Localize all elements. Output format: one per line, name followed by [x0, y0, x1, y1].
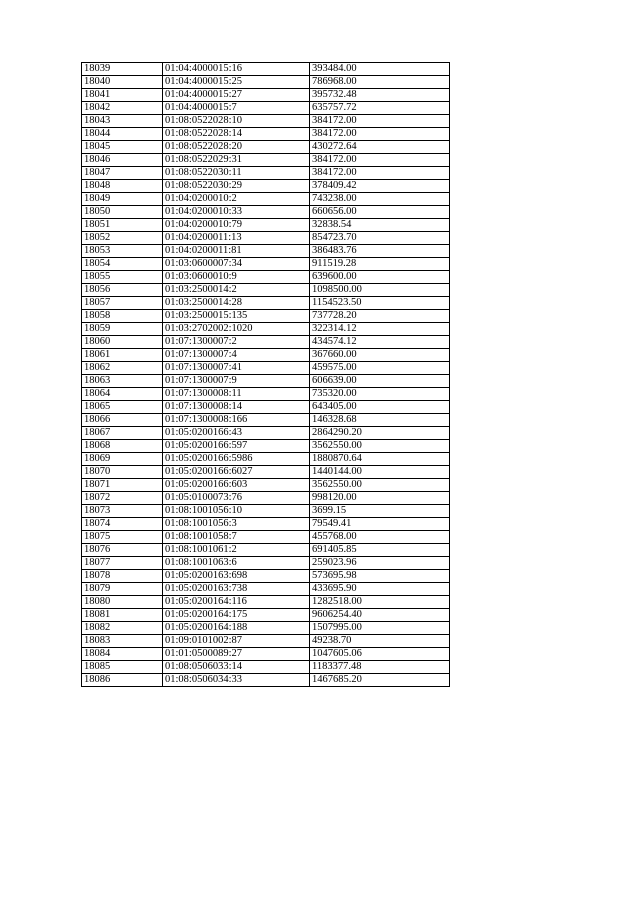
- cadastral-number-cell: 01:08:0522030:29: [163, 180, 310, 193]
- table-body: [82, 63, 450, 687]
- table-row: [82, 180, 450, 193]
- row-number-cell: 18080: [82, 596, 163, 609]
- cadastral-number-cell: 01:08:0522028:20: [163, 141, 310, 154]
- table-row: [82, 245, 450, 258]
- cadastral-number-cell: 01:08:0506033:14: [163, 661, 310, 674]
- value-cell: 1507995.00: [310, 622, 450, 635]
- row-number-cell: 18064: [82, 388, 163, 401]
- value-cell: 3562550.00: [310, 479, 450, 492]
- cadastral-number-cell: 01:08:1001056:3: [163, 518, 310, 531]
- row-number-cell: 18079: [82, 583, 163, 596]
- cadastral-number-cell: 01:04:4000015:27: [163, 89, 310, 102]
- row-number-cell: 18058: [82, 310, 163, 323]
- row-number-cell: 18062: [82, 362, 163, 375]
- value-cell: 386483.76: [310, 245, 450, 258]
- value-cell: 378409.42: [310, 180, 450, 193]
- value-cell: 259023.96: [310, 557, 450, 570]
- table-row: [82, 635, 450, 648]
- cadastral-number-cell: 01:08:0522030:11: [163, 167, 310, 180]
- value-cell: 455768.00: [310, 531, 450, 544]
- row-number-cell: 18082: [82, 622, 163, 635]
- cadastral-number-cell: 01:08:1001056:10: [163, 505, 310, 518]
- table-row: [82, 167, 450, 180]
- table-row: [82, 674, 450, 687]
- row-number-cell: 18050: [82, 206, 163, 219]
- row-number-cell: 18083: [82, 635, 163, 648]
- row-number-cell: 18054: [82, 258, 163, 271]
- table-row: [82, 492, 450, 505]
- cadastral-number-cell: 01:07:1300007:9: [163, 375, 310, 388]
- row-number-cell: 18051: [82, 219, 163, 232]
- cadastral-number-cell: 01:03:0600010:9: [163, 271, 310, 284]
- cadastral-number-cell: 01:03:2702002:1020: [163, 323, 310, 336]
- row-number-cell: 18084: [82, 648, 163, 661]
- table-row: [82, 310, 450, 323]
- row-number-cell: 18077: [82, 557, 163, 570]
- cadastral-number-cell: 01:08:0522028:14: [163, 128, 310, 141]
- value-cell: 459575.00: [310, 362, 450, 375]
- row-number-cell: 18059: [82, 323, 163, 336]
- row-number-cell: 18044: [82, 128, 163, 141]
- row-number-cell: 18070: [82, 466, 163, 479]
- cadastral-number-cell: 01:04:0200010:79: [163, 219, 310, 232]
- value-cell: 430272.64: [310, 141, 450, 154]
- value-cell: 384172.00: [310, 115, 450, 128]
- row-number-cell: 18057: [82, 297, 163, 310]
- table-row: [82, 89, 450, 102]
- table-row: [82, 284, 450, 297]
- row-number-cell: 18075: [82, 531, 163, 544]
- table-row: [82, 583, 450, 596]
- cadastral-number-cell: 01:04:0200011:13: [163, 232, 310, 245]
- cadastral-number-cell: 01:07:1300008:14: [163, 401, 310, 414]
- table-row: [82, 505, 450, 518]
- table-row: [82, 479, 450, 492]
- row-number-cell: 18085: [82, 661, 163, 674]
- value-cell: 1440144.00: [310, 466, 450, 479]
- value-cell: 660656.00: [310, 206, 450, 219]
- row-number-cell: 18074: [82, 518, 163, 531]
- row-number-cell: 18055: [82, 271, 163, 284]
- cadastral-number-cell: 01:05:0200166:597: [163, 440, 310, 453]
- cadastral-number-cell: 01:07:1300007:41: [163, 362, 310, 375]
- value-cell: 384172.00: [310, 128, 450, 141]
- value-cell: 854723.70: [310, 232, 450, 245]
- value-cell: 735320.00: [310, 388, 450, 401]
- cadastral-number-cell: 01:09:0101002:87: [163, 635, 310, 648]
- cadastral-number-cell: 01:04:0200010:33: [163, 206, 310, 219]
- cadastral-number-cell: 01:07:1300008:11: [163, 388, 310, 401]
- table-row: [82, 128, 450, 141]
- value-cell: 639600.00: [310, 271, 450, 284]
- table-row: [82, 349, 450, 362]
- table-row: [82, 258, 450, 271]
- value-cell: 433695.90: [310, 583, 450, 596]
- table-row: [82, 661, 450, 674]
- row-number-cell: 18061: [82, 349, 163, 362]
- table-row: [82, 193, 450, 206]
- value-cell: 146328.68: [310, 414, 450, 427]
- value-cell: 998120.00: [310, 492, 450, 505]
- row-number-cell: 18078: [82, 570, 163, 583]
- row-number-cell: 18060: [82, 336, 163, 349]
- row-number-cell: 18047: [82, 167, 163, 180]
- table-row: [82, 453, 450, 466]
- value-cell: 1154523.50: [310, 297, 450, 310]
- table-row: [82, 323, 450, 336]
- table-row: [82, 570, 450, 583]
- row-number-cell: 18042: [82, 102, 163, 115]
- value-cell: 1880870.64: [310, 453, 450, 466]
- table-row: [82, 518, 450, 531]
- cadastral-number-cell: 01:04:4000015:7: [163, 102, 310, 115]
- row-number-cell: 18046: [82, 154, 163, 167]
- cadastral-number-cell: 01:04:0200011:81: [163, 245, 310, 258]
- cadastral-number-cell: 01:05:0100073:76: [163, 492, 310, 505]
- table-row: [82, 427, 450, 440]
- value-cell: 573695.98: [310, 570, 450, 583]
- table-row: [82, 271, 450, 284]
- value-cell: 322314.12: [310, 323, 450, 336]
- value-cell: 1282518.00: [310, 596, 450, 609]
- table-row: [82, 336, 450, 349]
- table-row: [82, 102, 450, 115]
- cadastral-number-cell: 01:03:2500014:28: [163, 297, 310, 310]
- row-number-cell: 18076: [82, 544, 163, 557]
- row-number-cell: 18049: [82, 193, 163, 206]
- cadastral-number-cell: 01:05:0200163:738: [163, 583, 310, 596]
- row-number-cell: 18063: [82, 375, 163, 388]
- table-row: [82, 206, 450, 219]
- value-cell: 635757.72: [310, 102, 450, 115]
- row-number-cell: 18072: [82, 492, 163, 505]
- row-number-cell: 18067: [82, 427, 163, 440]
- table-row: [82, 401, 450, 414]
- row-number-cell: 18065: [82, 401, 163, 414]
- table-row: [82, 388, 450, 401]
- cadastral-number-cell: 01:08:0506034:33: [163, 674, 310, 687]
- row-number-cell: 18069: [82, 453, 163, 466]
- row-number-cell: 18068: [82, 440, 163, 453]
- table-row: [82, 557, 450, 570]
- table-row: [82, 219, 450, 232]
- cadastral-number-cell: 01:08:0522028:10: [163, 115, 310, 128]
- cadastral-number-cell: 01:08:1001063:6: [163, 557, 310, 570]
- row-number-cell: 18040: [82, 76, 163, 89]
- value-cell: 9606254.40: [310, 609, 450, 622]
- cadastral-number-cell: 01:01:0500089:27: [163, 648, 310, 661]
- data-table: [81, 62, 450, 687]
- table-row: [82, 596, 450, 609]
- row-number-cell: 18043: [82, 115, 163, 128]
- cadastral-number-cell: 01:05:0200166:43: [163, 427, 310, 440]
- value-cell: 743238.00: [310, 193, 450, 206]
- value-cell: 49238.70: [310, 635, 450, 648]
- value-cell: 606639.00: [310, 375, 450, 388]
- cadastral-number-cell: 01:08:1001061:2: [163, 544, 310, 557]
- row-number-cell: 18048: [82, 180, 163, 193]
- cadastral-number-cell: 01:05:0200164:188: [163, 622, 310, 635]
- row-number-cell: 18056: [82, 284, 163, 297]
- table-row: [82, 375, 450, 388]
- row-number-cell: 18039: [82, 63, 163, 76]
- row-number-cell: 18041: [82, 89, 163, 102]
- table-row: [82, 648, 450, 661]
- row-number-cell: 18052: [82, 232, 163, 245]
- table-row: [82, 531, 450, 544]
- value-cell: 79549.41: [310, 518, 450, 531]
- value-cell: 384172.00: [310, 154, 450, 167]
- cadastral-number-cell: 01:05:0200163:698: [163, 570, 310, 583]
- cadastral-number-cell: 01:07:1300008:166: [163, 414, 310, 427]
- cadastral-number-cell: 01:03:2500014:2: [163, 284, 310, 297]
- value-cell: 393484.00: [310, 63, 450, 76]
- value-cell: 384172.00: [310, 167, 450, 180]
- table-row: [82, 609, 450, 622]
- cadastral-number-cell: 01:07:1300007:2: [163, 336, 310, 349]
- value-cell: 691405.85: [310, 544, 450, 557]
- value-cell: 737728.20: [310, 310, 450, 323]
- cadastral-number-cell: 01:07:1300007:4: [163, 349, 310, 362]
- table-row: [82, 141, 450, 154]
- table-row: [82, 232, 450, 245]
- cadastral-number-cell: 01:04:0200010:2: [163, 193, 310, 206]
- table-row: [82, 440, 450, 453]
- table-row: [82, 414, 450, 427]
- value-cell: 3699.15: [310, 505, 450, 518]
- value-cell: 3562550.00: [310, 440, 450, 453]
- row-number-cell: 18066: [82, 414, 163, 427]
- value-cell: 32838.54: [310, 219, 450, 232]
- row-number-cell: 18086: [82, 674, 163, 687]
- value-cell: 1183377.48: [310, 661, 450, 674]
- value-cell: 643405.00: [310, 401, 450, 414]
- row-number-cell: 18045: [82, 141, 163, 154]
- cadastral-number-cell: 01:05:0200166:6027: [163, 466, 310, 479]
- table-row: [82, 76, 450, 89]
- value-cell: 786968.00: [310, 76, 450, 89]
- value-cell: 395732.48: [310, 89, 450, 102]
- cadastral-number-cell: 01:03:0600007:34: [163, 258, 310, 271]
- cadastral-number-cell: 01:04:4000015:25: [163, 76, 310, 89]
- row-number-cell: 18071: [82, 479, 163, 492]
- value-cell: 1098500.00: [310, 284, 450, 297]
- row-number-cell: 18053: [82, 245, 163, 258]
- value-cell: 1047605.06: [310, 648, 450, 661]
- value-cell: 2864290.20: [310, 427, 450, 440]
- table-row: [82, 63, 450, 76]
- value-cell: 434574.12: [310, 336, 450, 349]
- cadastral-number-cell: 01:05:0200166:603: [163, 479, 310, 492]
- value-cell: 911519.28: [310, 258, 450, 271]
- row-number-cell: 18081: [82, 609, 163, 622]
- cadastral-number-cell: 01:03:2500015:135: [163, 310, 310, 323]
- value-cell: 1467685.20: [310, 674, 450, 687]
- cadastral-number-cell: 01:08:0522029:31: [163, 154, 310, 167]
- table-row: [82, 544, 450, 557]
- cadastral-number-cell: 01:05:0200164:116: [163, 596, 310, 609]
- table-row: [82, 622, 450, 635]
- row-number-cell: 18073: [82, 505, 163, 518]
- value-cell: 367660.00: [310, 349, 450, 362]
- cadastral-number-cell: 01:05:0200166:5986: [163, 453, 310, 466]
- table-row: [82, 466, 450, 479]
- table-row: [82, 154, 450, 167]
- table-row: [82, 115, 450, 128]
- cadastral-number-cell: 01:05:0200164:175: [163, 609, 310, 622]
- table-row: [82, 362, 450, 375]
- cadastral-number-cell: 01:08:1001058:7: [163, 531, 310, 544]
- cadastral-number-cell: 01:04:4000015:16: [163, 63, 310, 76]
- table-row: [82, 297, 450, 310]
